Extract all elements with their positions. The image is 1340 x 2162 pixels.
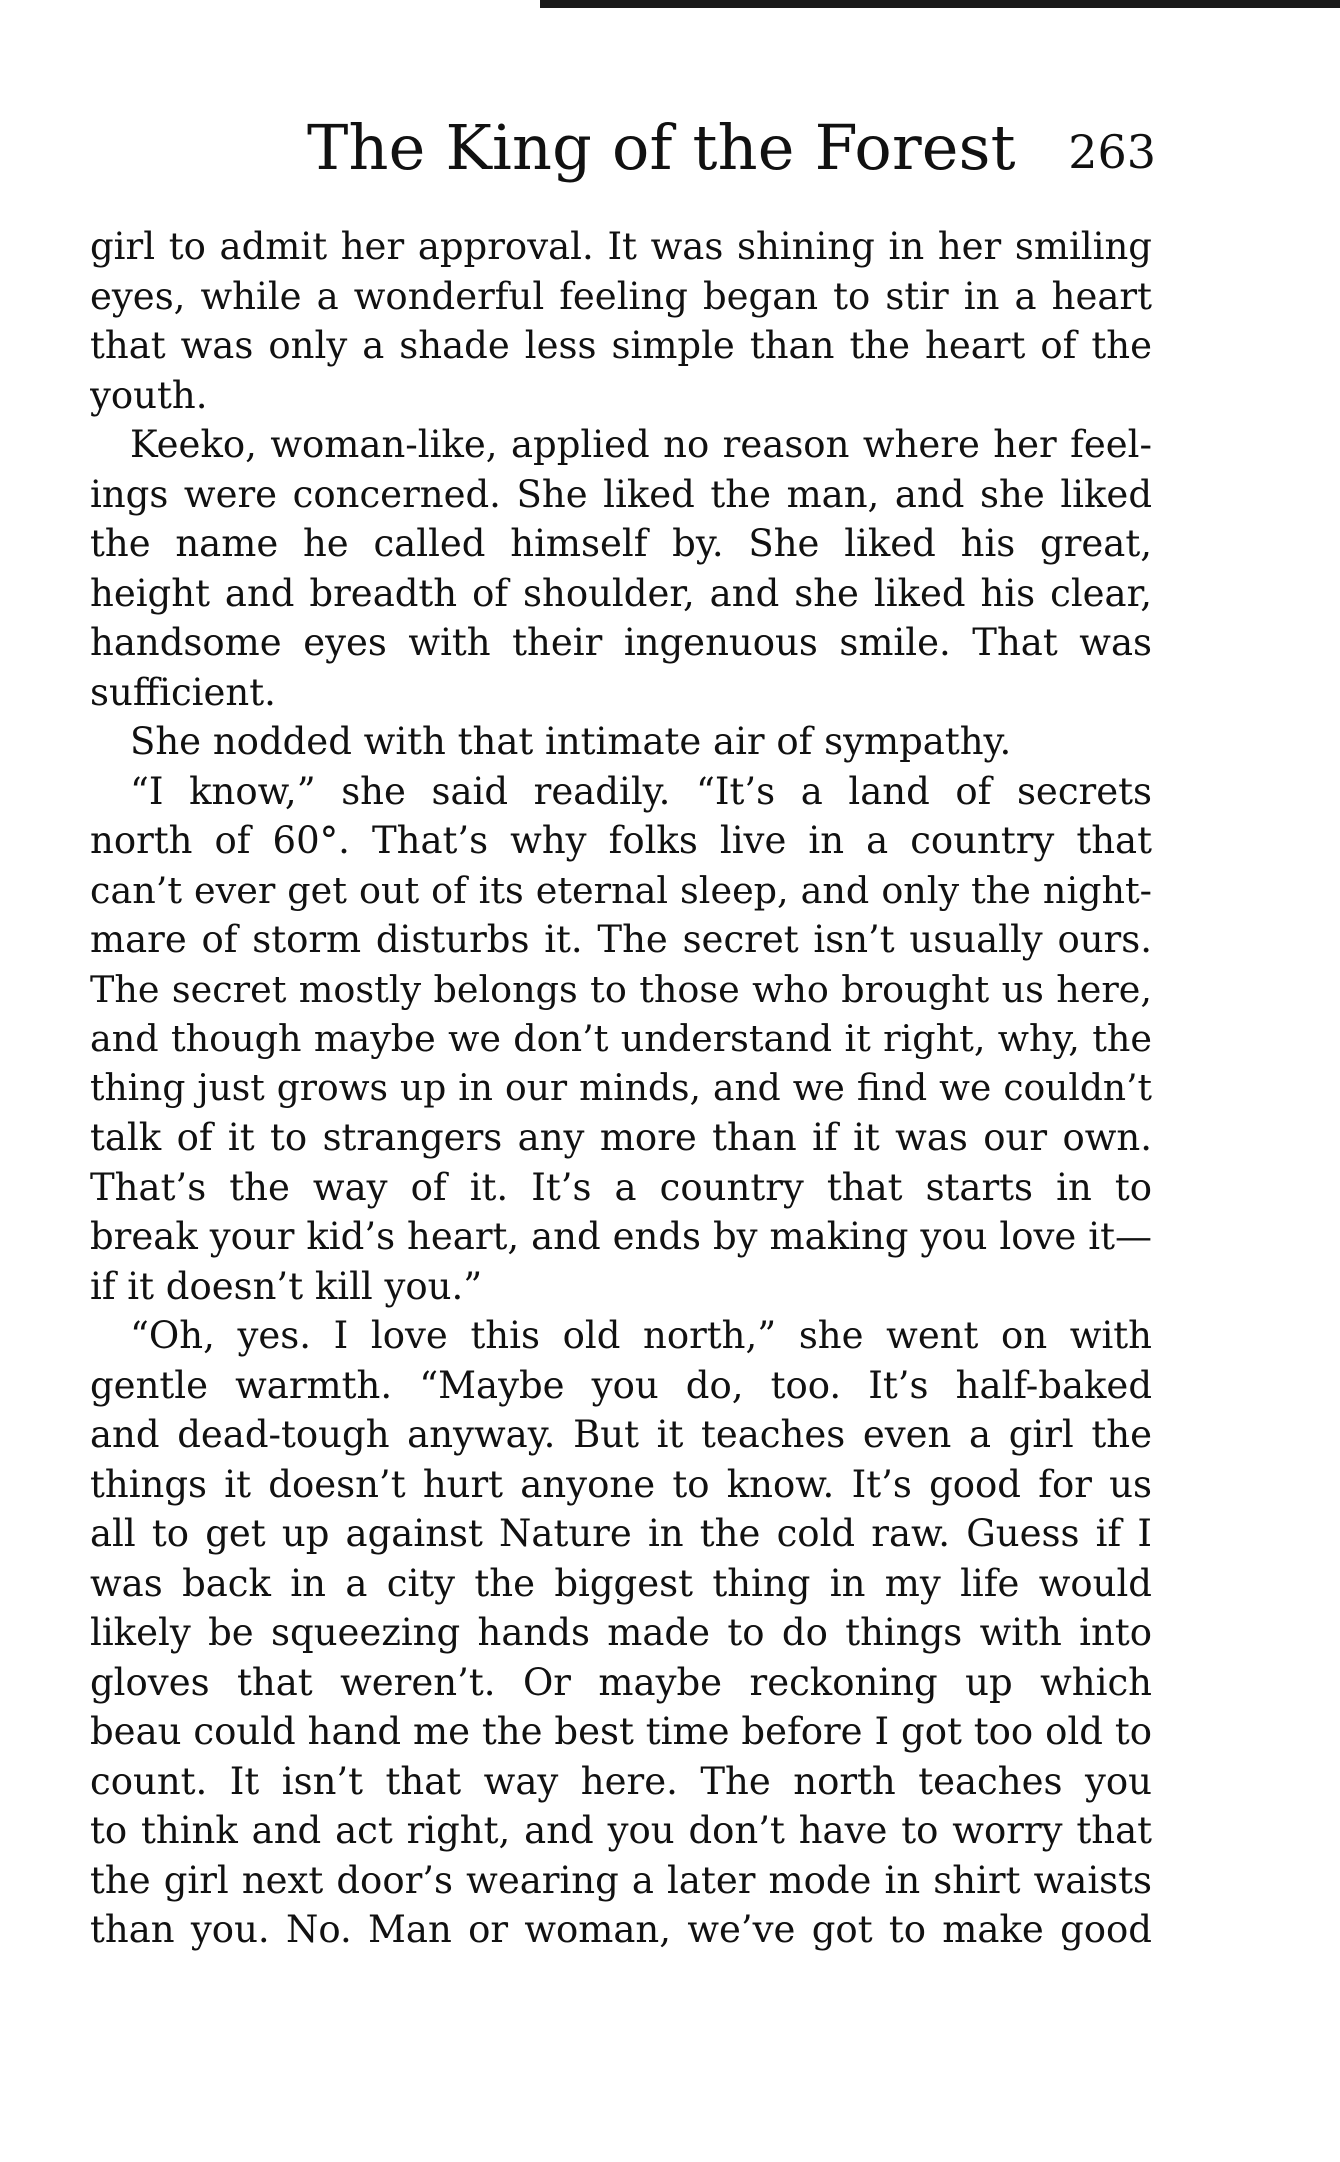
text-line: if it doesn’t kill you.” (90, 1264, 483, 1308)
text-line: all to get up against Nature in the cold raw. Guess if I (90, 1512, 1152, 1555)
text-line: talk of it to strangers any more than if it was our own. (90, 1116, 1152, 1159)
text-line: youth. (90, 373, 208, 417)
text-line: things it doesn’t hurt anyone to know. It’s good for us (90, 1462, 1152, 1506)
text-line: break your kid’s heart, and ends by making you love it— (90, 1215, 1152, 1258)
text-line: beau could hand me the best time before I got too old to (90, 1710, 1152, 1753)
text-line: That’s the way of it. It’s a country that starts in to (90, 1165, 1152, 1209)
page-number: 263 (1068, 125, 1156, 179)
text-line: the girl next door’s wearing a later mode in shirt waists (90, 1858, 1152, 1902)
text-line: that was only a shade less simple than the heart of the (90, 324, 1152, 367)
text-line: was back in a city the biggest thing in my life would (90, 1561, 1152, 1605)
text-line: north of 60°. That’s why folks live in a country that (90, 819, 1152, 862)
body-text (90, 222, 1152, 1955)
text-line: mare of storm disturbs it. The secret isn’t usually ours. (90, 918, 1152, 961)
text-line: likely be squeezing hands made to do things with into (90, 1611, 1152, 1654)
text-line: Keeko, woman-like, applied no reason where her feel- (130, 423, 1152, 466)
text-line: handsome eyes with their ingenuous smile. That was (90, 621, 1152, 664)
top-edge-rule (540, 0, 1340, 8)
text-line: gentle warmth. “Maybe you do, too. It’s half-baked (90, 1363, 1152, 1407)
text-line: to think and act right, and you don’t have to worry that (90, 1809, 1152, 1852)
text-line: eyes, while a wonderful feeling began to stir in a heart (90, 274, 1152, 318)
text-line: sufficient. (90, 670, 276, 714)
text-line: She nodded with that intimate air of sympathy. (130, 720, 1012, 763)
text-line: than you. No. Man or woman, we’ve got to make good (90, 1908, 1152, 1951)
text-line: height and breadth of shoulder, and she liked his clear, (90, 571, 1152, 615)
text-line: the name he called himself by. She liked his great, (90, 522, 1152, 565)
text-line: ings were concerned. She liked the man, and she liked (90, 472, 1152, 516)
text-line: “Oh, yes. I love this old north,” she went on with (130, 1314, 1152, 1357)
text-line: and though maybe we don’t understand it right, why, the (90, 1017, 1152, 1060)
running-title: The King of the Forest (307, 111, 1016, 184)
text-line: can’t ever get out of its eternal sleep, and only the night- (90, 868, 1152, 912)
text-line: “I know,” she said readily. “It’s a land of secrets (130, 769, 1152, 813)
page-header (92, 108, 1162, 188)
text-line: thing just grows up in our minds, and we find we couldn’t (90, 1067, 1152, 1109)
text-line: count. It isn’t that way here. The north teaches you (90, 1759, 1152, 1803)
text-line: gloves that weren’t. Or maybe reckoning up which (90, 1660, 1152, 1704)
text-line: The secret mostly belongs to those who brought us here, (90, 967, 1152, 1011)
text-line: girl to admit her approval. It was shining in her smiling (90, 225, 1152, 268)
text-line: and dead-tough anyway. But it teaches even a girl the (90, 1413, 1152, 1456)
